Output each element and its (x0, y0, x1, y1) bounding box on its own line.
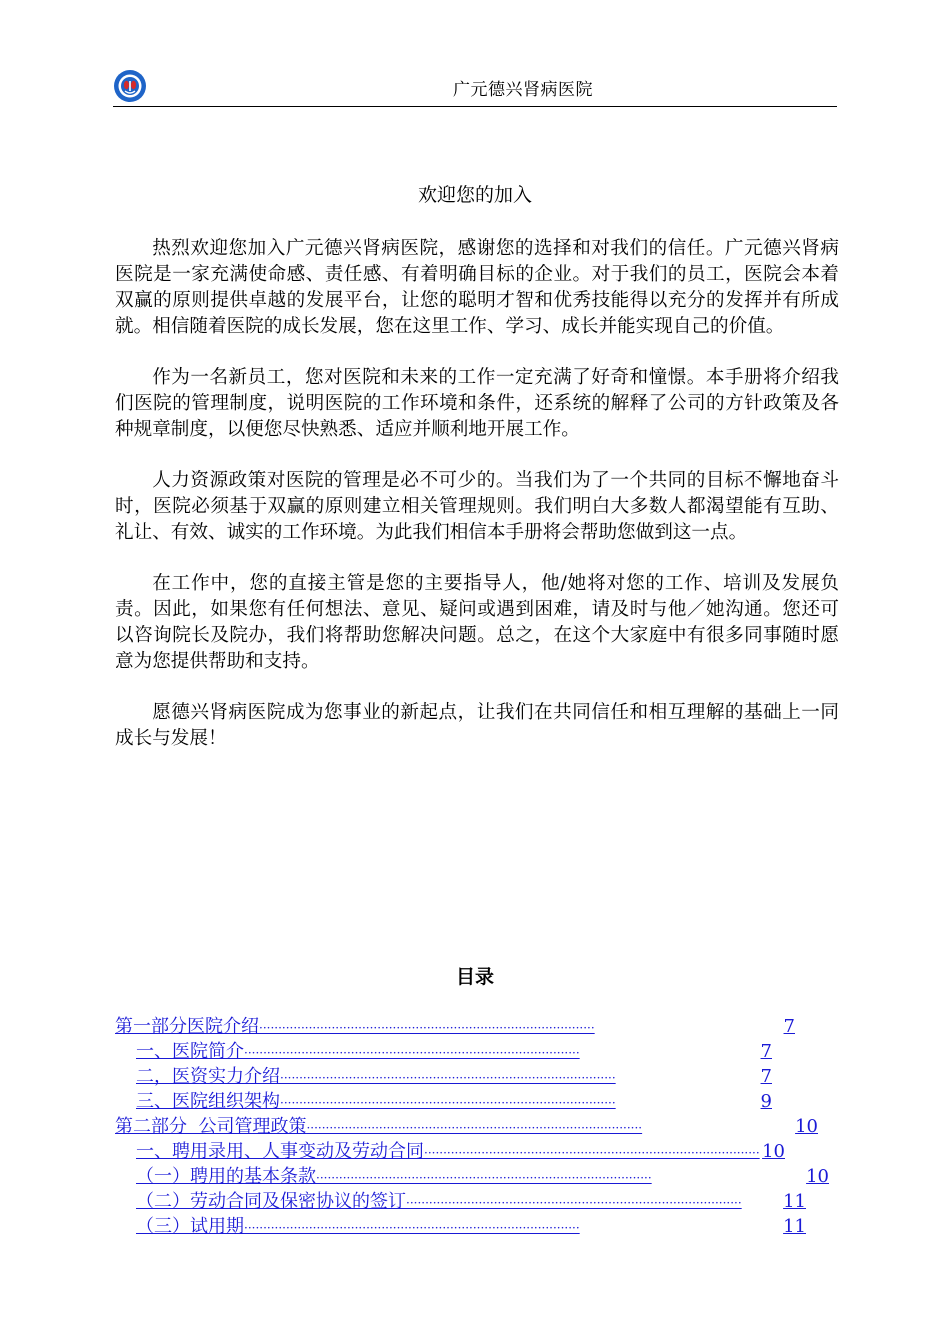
toc-entry-employment[interactable] (136, 1139, 785, 1164)
toc-leader-dots: ························································································ (424, 1146, 760, 1160)
toc-entry-labor-contract[interactable] (136, 1189, 806, 1214)
toc-entry-page: 7 (760, 1066, 772, 1087)
toc-entry-medical-strength[interactable] (136, 1064, 772, 1089)
toc-entry-part-2[interactable] (115, 1114, 818, 1139)
welcome-paragraph: 愿德兴肾病医院成为您事业的新起点，让我们在共同信任和相互理解的基础上一同成长与发展！ (115, 702, 839, 749)
toc-entry-label: 第一部分医院介绍 (115, 1016, 259, 1037)
toc-entry-page: 10 (806, 1166, 829, 1187)
toc-entry-hospital-intro[interactable] (136, 1039, 772, 1064)
hospital-logo-icon (113, 69, 147, 103)
toc-leader-dots: ························································································ (244, 1221, 580, 1235)
toc-leader-dots: ························································································ (316, 1171, 652, 1185)
welcome-paragraph: 在工作中，您的直接主管是您的主要指导人，他/她将对您的工作、培训及发展负责。因此，如果您有任何想法、意见、疑问或遇到困难，请及时与他／她沟通。您还可以咨询院长及院办，我们将帮助您解决问题。总之，在这个大家庭中有很多同事随时愿意为您提供帮助和支持。 (115, 573, 839, 672)
toc-entry-part-1[interactable] (115, 1014, 795, 1039)
toc-entry-page: 9 (760, 1091, 772, 1112)
toc-entry-page: 10 (762, 1141, 785, 1162)
welcome-paragraph: 人力资源政策对医院的管理是必不可少的。当我们为了一个共同的目标不懈地奋斗时，医院必须基于双赢的原则建立相关管理规则。我们明白大多数人都渴望能有互助、礼让、有效、诚实的工作环境。为此我们相信本手册将会帮助您做到这一点。 (115, 470, 839, 543)
toc-entry-label: （三）试用期 (136, 1216, 244, 1237)
toc-entry-page: 7 (760, 1041, 772, 1062)
welcome-body (115, 236, 839, 777)
hospital-name: 广元德兴肾病医院 (453, 80, 593, 100)
toc-entry-probation[interactable] (136, 1214, 806, 1239)
toc-entry-basic-terms[interactable] (136, 1164, 829, 1189)
toc-leader-dots: ························································································ (259, 1021, 595, 1035)
welcome-paragraph: 热烈欢迎您加入广元德兴肾病医院，感谢您的选择和对我们的信任。广元德兴肾病医院是一家充满使命感、责任感、有着明确目标的企业。对于我们的员工，医院会本着双赢的原则提供卓越的发展平台，让您的聪明才智和优秀技能得以充分的发挥并有所成就。相信随着医院的成长发展，您在这里工作、学习、成长并能实现自己的价值。 (115, 238, 839, 337)
welcome-paragraph: 作为一名新员工，您对医院和未来的工作一定充满了好奇和憧憬。本手册将介绍我们医院的管理制度，说明医院的工作环境和条件，还系统的解释了公司的方针政策及各种规章制度，以便您尽快熟悉、适应并顺利地开展工作。 (115, 367, 839, 440)
toc-entry-page: 11 (783, 1191, 806, 1212)
toc-leader-dots: ························································································ (244, 1046, 580, 1060)
toc-entry-page: 11 (783, 1216, 806, 1237)
toc-leader-dots: ························································································ (406, 1196, 742, 1210)
page-header (113, 66, 837, 107)
toc-leader-dots: ························································································ (280, 1071, 616, 1085)
toc-title: 目录 (455, 966, 494, 988)
toc-entry-label: 三、医院组织架构 (136, 1091, 280, 1112)
toc-entry-label: （二）劳动合同及保密协议的签订 (136, 1191, 406, 1212)
toc-leader-dots: ························································································ (280, 1096, 616, 1110)
toc-entry-label: 一、聘用录用、人事变动及劳动合同 (136, 1141, 424, 1162)
toc-leader-dots: ························································································ (306, 1121, 643, 1135)
toc-entry-label: （一）聘用的基本条款 (136, 1166, 316, 1187)
welcome-title: 欢迎您的加入 (417, 184, 532, 206)
toc-entry-page: 10 (795, 1116, 818, 1137)
toc-entry-org-structure[interactable] (136, 1089, 772, 1114)
toc-entry-label: 第二部分 公司管理政策 (115, 1116, 307, 1137)
toc-entry-page: 7 (783, 1016, 795, 1037)
toc-entry-label: 一、医院简介 (136, 1041, 244, 1062)
toc-entry-label: 二，医资实力介绍 (136, 1066, 280, 1087)
